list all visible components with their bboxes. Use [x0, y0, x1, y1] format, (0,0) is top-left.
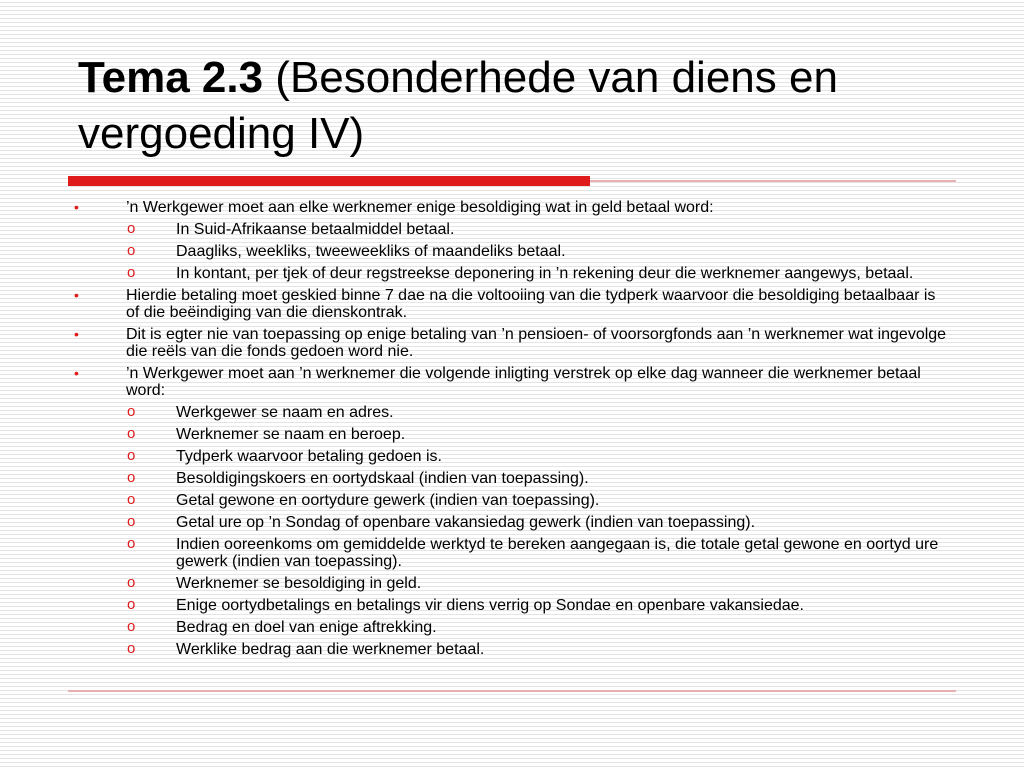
sub-bullet-item — [70, 221, 950, 238]
sub-bullet-marker: o — [127, 242, 136, 259]
bullet-text: Enige oortydbetalings en betalings vir diens verrig op Sondae en openbare vakansiedae. — [176, 597, 804, 614]
bullet-text: Werknemer se besoldiging in geld. — [176, 575, 422, 592]
bullet-marker: • — [74, 199, 79, 215]
sub-bullet-marker: o — [127, 264, 136, 281]
bullet-text: Getal gewone en oortydure gewerk (indien van toepassing). — [176, 492, 600, 509]
bullet-text: Werkgewer se naam en adres. — [176, 404, 394, 421]
title-underline-accent — [68, 176, 590, 186]
sub-bullet-marker: o — [127, 403, 136, 420]
sub-bullet-marker: o — [127, 425, 136, 442]
sub-bullet-marker: o — [127, 535, 136, 552]
sub-bullet-item — [70, 243, 950, 260]
sub-bullet-marker: o — [127, 618, 136, 635]
sub-bullet-item — [70, 575, 950, 592]
bullet-text: Besoldigingskoers en oortydskaal (indien van toepassing). — [176, 470, 589, 487]
bullet-text: Daagliks, weekliks, tweeweekliks of maandeliks betaal. — [176, 243, 566, 260]
slide-title — [78, 50, 978, 162]
sub-bullet-item — [70, 426, 950, 443]
bullet-text: In Suid-Afrikaanse betaalmiddel betaal. — [176, 221, 455, 238]
bullet-text: Getal ure op ’n Sondag of openbare vakansiedag gewerk (indien van toepassing). — [176, 514, 756, 531]
bullet-text: ’n Werkgewer moet aan ’n werknemer die volgende inligting verstrek op elke dag wanneer die werknemer betaal word: — [126, 365, 921, 399]
footer-divider — [68, 690, 956, 692]
sub-bullet-marker: o — [127, 574, 136, 591]
bullet-text: Werknemer se naam en beroep. — [176, 426, 406, 443]
sub-bullet-marker: o — [127, 220, 136, 237]
bullet-text: Tydperk waarvoor betaling gedoen is. — [176, 448, 442, 465]
bullet-text: Hierdie betaling moet geskied binne 7 dae na die voltooiing van die tydperk waarvoor die besoldiging betaalbaar is of die beëindiging van die dienskontrak. — [126, 287, 936, 321]
sub-bullet-marker: o — [127, 469, 136, 486]
bullet-text: Indien ooreenkoms om gemiddelde werktyd te bereken aangegaan is, die totale getal gewone en oortyd ure gewerk (indien van toepassing). — [176, 536, 939, 570]
sub-bullet-item — [70, 641, 950, 658]
sub-bullet-marker: o — [127, 447, 136, 464]
bullet-text: Werklike bedrag aan die werknemer betaal. — [176, 641, 485, 658]
bullet-text: ’n Werkgewer moet aan elke werknemer enige besoldiging wat in geld betaal word: — [126, 199, 714, 216]
sub-bullet-item — [70, 492, 950, 509]
bullet-text: In kontant, per tjek of deur regstreekse deponering in ’n rekening deur die werknemer aangewys, betaal. — [176, 265, 914, 282]
title-underline-thin — [590, 180, 956, 182]
sub-bullet-marker: o — [127, 513, 136, 530]
sub-bullet-marker: o — [127, 491, 136, 508]
bullet-list — [70, 199, 950, 658]
title-bold-part: Tema 2.3 — [78, 53, 264, 102]
sub-bullet-item — [70, 597, 950, 614]
bullet-marker: • — [74, 365, 79, 381]
sub-bullet-item — [70, 536, 950, 570]
bullet-marker: • — [74, 326, 79, 342]
sub-bullet-item — [70, 404, 950, 421]
bullet-text: Bedrag en doel van enige aftrekking. — [176, 619, 437, 636]
bullet-item — [70, 326, 950, 360]
bullet-marker: • — [74, 287, 79, 303]
sub-bullet-item — [70, 448, 950, 465]
sub-bullet-item — [70, 619, 950, 636]
sub-bullet-marker: o — [127, 640, 136, 657]
bullet-item — [70, 199, 950, 216]
sub-bullet-item — [70, 265, 950, 282]
sub-bullet-item — [70, 514, 950, 531]
sub-bullet-item — [70, 470, 950, 487]
sub-bullet-marker: o — [127, 596, 136, 613]
bullet-item — [70, 365, 950, 399]
bullet-text: Dit is egter nie van toepassing op enige betaling van ’n pensioen- of voorsorgfonds aan ’n werknemer wat ingevolge die reëls van die fonds gedoen word nie. — [126, 326, 947, 360]
title-rest-part: (Besonderhede van diens en vergoeding IV) — [78, 53, 838, 158]
bullet-item — [70, 287, 950, 321]
